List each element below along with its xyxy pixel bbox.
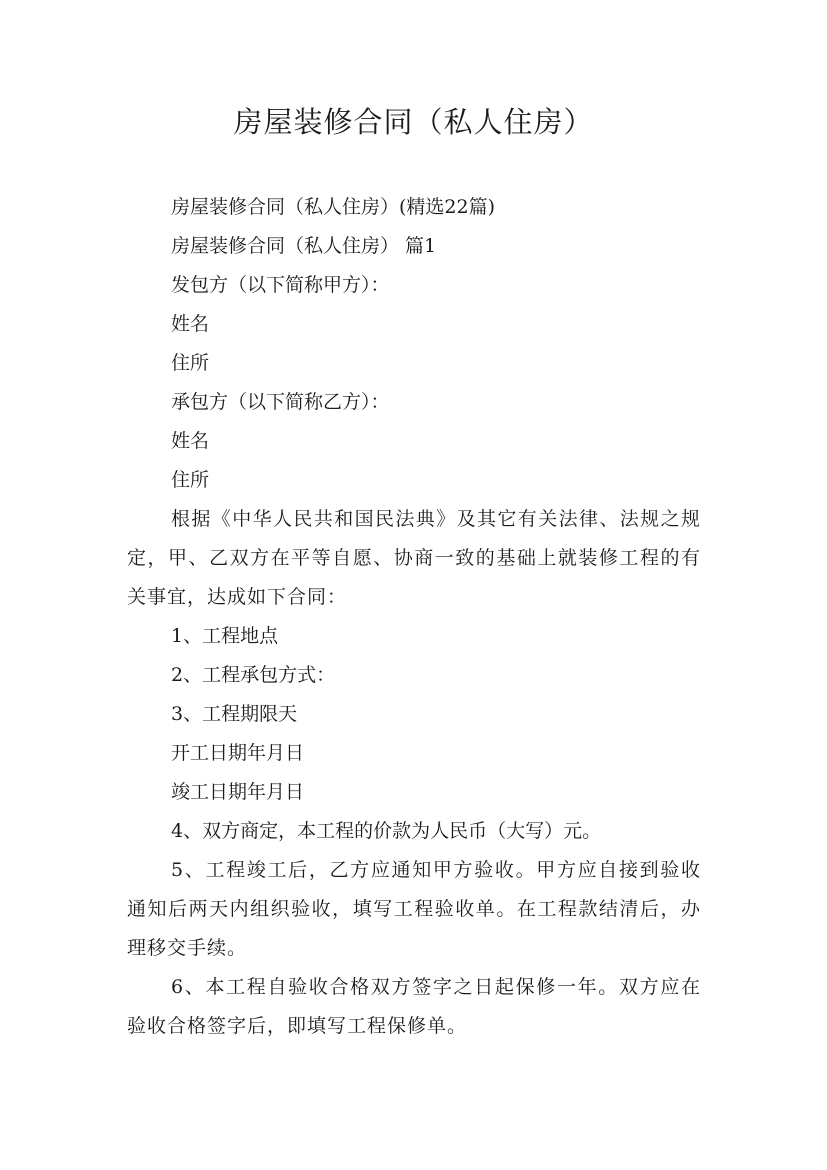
paragraph-party-a: 发包方（以下简称甲方）： [171,274,390,296]
paragraph-item-3: 3、工程期限天 [171,703,298,725]
paragraph-item-2: 2、工程承包方式： [171,664,336,686]
paragraph-item-4: 4、双方商定，本工程的价款为人民币（大写）元。 [171,820,602,842]
paragraph-start-date: 开工日期年月日 [171,742,305,764]
paragraph-item-5: 5、工程竣工后，乙方应通知甲方验收。甲方应自接到验收通知后两天内组织验收，填写工程验收单。在工程款结清后，办理移交手续。 [127,859,701,959]
paragraph-party-b-name: 姓名 [171,430,210,452]
paragraph-party-a-name: 姓名 [171,313,210,335]
paragraph-party-b-address: 住所 [171,469,210,491]
paragraph-section-heading: 房屋装修合同（私人住房） 篇1 [171,235,437,257]
paragraph-party-b: 承包方（以下简称乙方）： [171,391,390,413]
paragraph-collection-heading: 房屋装修合同（私人住房）(精选22篇) [171,196,496,218]
paragraph-item-6: 6、本工程自验收合格双方签字之日起保修一年。双方应在验收合格签字后，即填写工程保修单。 [127,976,701,1037]
paragraph-party-a-address: 住所 [171,352,210,374]
document-title: 房屋装修合同（私人住房） [233,105,594,139]
paragraph-item-1: 1、工程地点 [171,625,279,647]
paragraph-legal-basis: 根据《中华人民共和国民法典》及其它有关法律、法规之规定，甲、乙双方在平等自愿、协商一致的基础上就装修工程的有关事宜，达成如下合同： [127,508,701,608]
document-body [127,188,701,1046]
paragraph-completion-date: 竣工日期年月日 [171,781,305,803]
